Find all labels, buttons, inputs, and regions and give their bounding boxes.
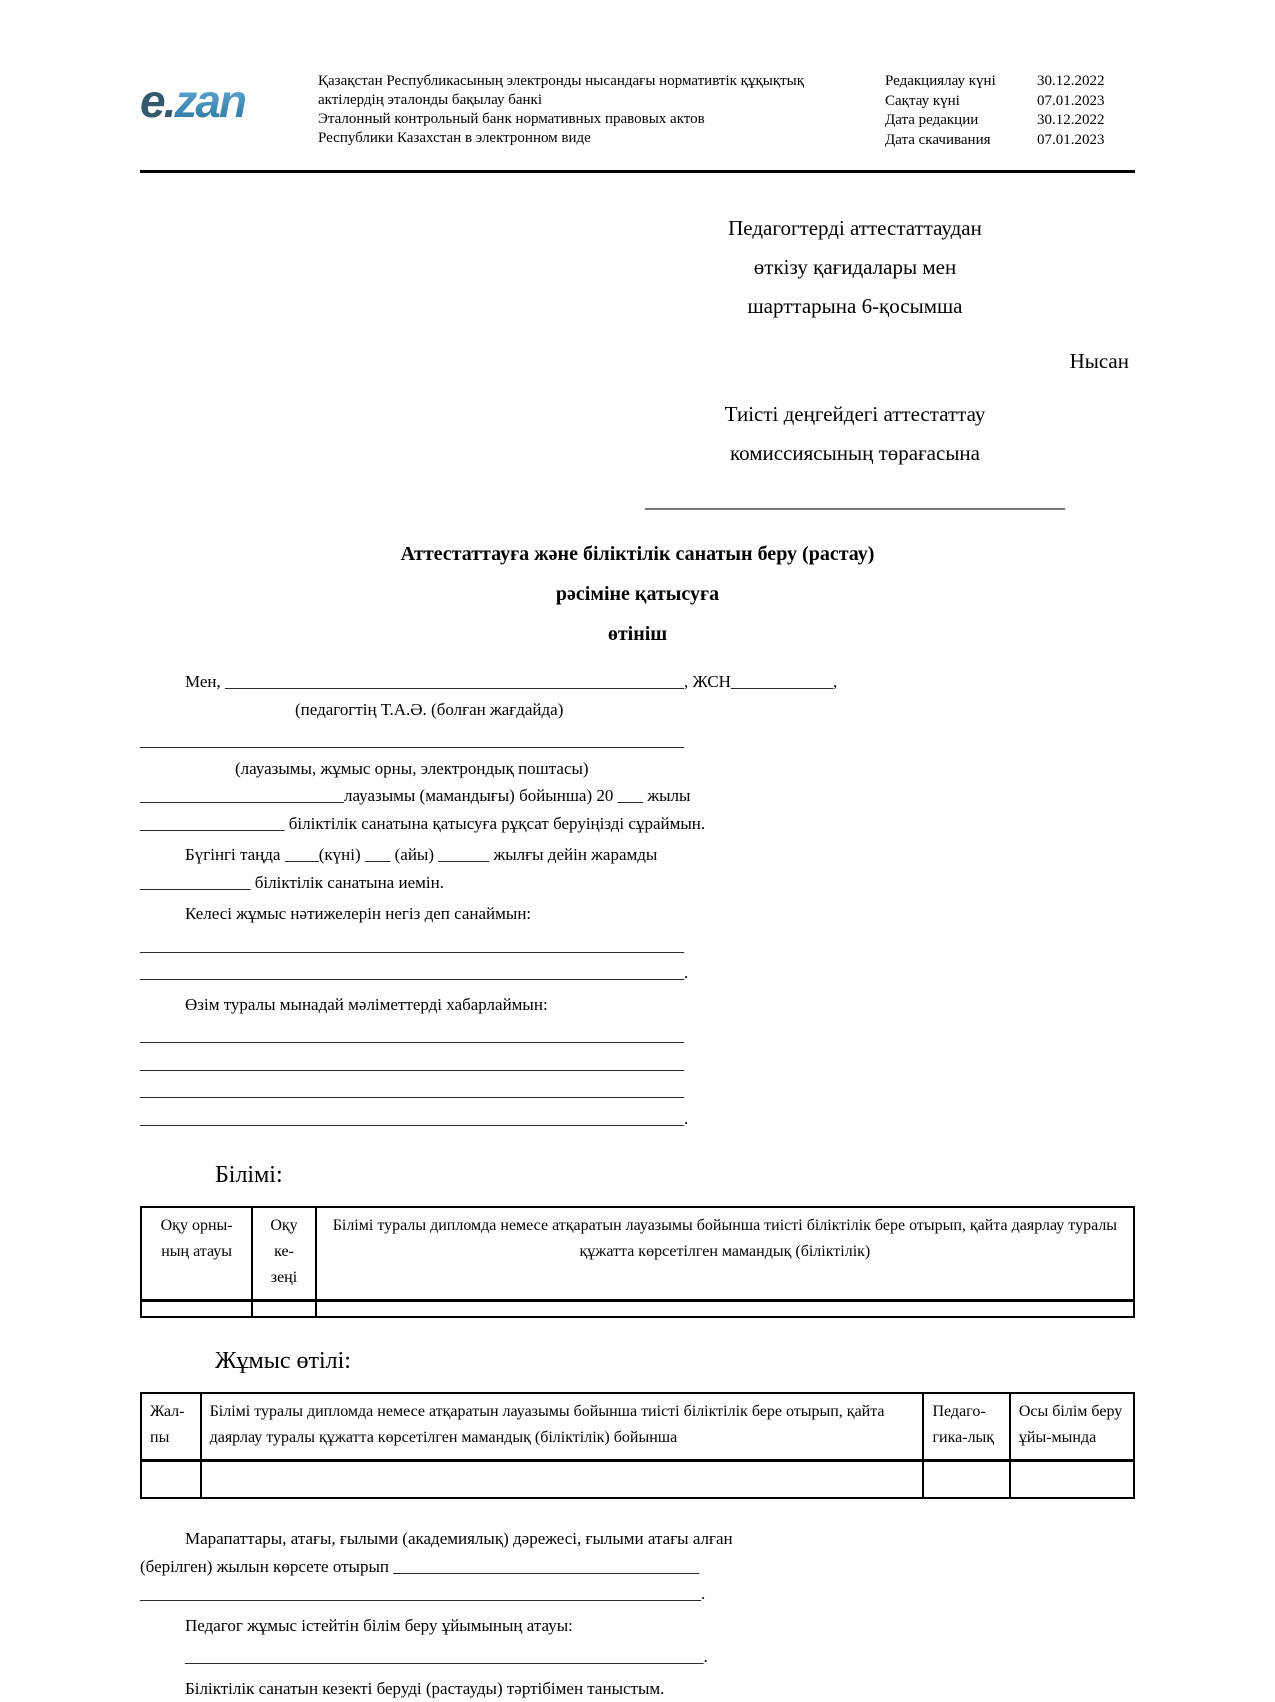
title-line: Аттестаттауға және біліктілік санатын беру (растау) (140, 534, 1135, 574)
education-col-speciality: Білімі туралы дипломда немесе атқаратын лауазымы бойынша тиісті біліктілік бере отырып, қайта даярлау туралы құжатта көрсетілген мамандық (біліктілік) (316, 1207, 1134, 1301)
form-label: Нысан (575, 342, 1135, 381)
form-blank-line: ________________________________________________________________ (140, 1050, 1135, 1078)
education-col-period: Оқу ке-зеңі (252, 1207, 316, 1301)
title-line: рәсіміне қатысуға (140, 574, 1135, 614)
title-line: өтініш (140, 614, 1135, 654)
experience-col-speciality: Білімі туралы дипломда немесе атқаратын лауазымы бойынша тиісті біліктілік бере отырып, қайта даярлау туралы құжатта көрсетілген мамандық (біліктілік) бойынша (201, 1393, 924, 1461)
document-title (140, 534, 1135, 654)
page-header (140, 68, 1135, 150)
logo-part-e: e. (140, 75, 174, 127)
addressee-blank-line: ________________________________________ (575, 481, 1135, 520)
education-empty-row (141, 1301, 1134, 1317)
experience-col-pedagogical: Педаго-гика-лық (923, 1393, 1009, 1461)
meta-value: 30.12.2022 (1037, 72, 1135, 92)
org-line: актілердің эталонды бақылау банкі (318, 91, 885, 110)
form-blank-line: __________________________________________________________________. (140, 1580, 1135, 1608)
meta-label: Дата редакции (885, 111, 1037, 131)
experience-header-row (141, 1393, 1134, 1461)
meta-value: 30.12.2022 (1037, 111, 1135, 131)
org-line: Республики Казахстан в электронном виде (318, 129, 885, 148)
addressee-line: комиссиясының төрағасына (575, 434, 1135, 473)
appendix-line: Педагогтерді аттестаттаудан (575, 209, 1135, 248)
experience-empty-row (141, 1460, 1134, 1498)
meta-label: Сақтау күні (885, 92, 1037, 112)
meta-row (885, 92, 1135, 112)
form-line-awards: Марапаттары, атағы, ғылыми (академиялық) дәрежесі, ғылыми атағы алған (140, 1525, 1135, 1553)
form-blank-line: ________________________________________________________________ (140, 1022, 1135, 1050)
form-line-current-category: _____________ біліктілік санатына иемін. (140, 869, 1135, 897)
org-description (318, 68, 885, 148)
appendix-block (575, 209, 1135, 520)
meta-label: Редакциялау күні (885, 72, 1037, 92)
education-empty-cell (141, 1301, 252, 1317)
form-line-category-request: _________________ біліктілік санатына қатысуға рұқсат беруіңізді сұраймын. (140, 810, 1135, 838)
form-line-organization-name: Педагог жұмыс істейтін білім беру ұйымының атауы: (140, 1612, 1135, 1640)
form-line-results-intro: Келесі жұмыс нәтижелерін негіз деп санаймын: (140, 900, 1135, 928)
form-blank-line: _____________________________________________________________. (140, 1643, 1135, 1671)
experience-col-organization: Осы білім беру ұйы-мында (1010, 1393, 1134, 1461)
form-line-awards-year: (берілген) жылын көрсете отырып ____________________________________ (140, 1553, 1135, 1581)
form-line-current-date: Бүгінгі таңда ____(күні) ___ (айы) ______ жылғы дейін жарамды (140, 841, 1135, 869)
experience-empty-cell (201, 1460, 924, 1498)
org-line: Эталонный контрольный банк нормативных правовых актов (318, 110, 885, 129)
form-blank-line: ________________________________________________________________ (140, 932, 1135, 960)
experience-col-total: Жал-пы (141, 1393, 201, 1461)
appendix-line: шарттарына 6-қосымша (575, 287, 1135, 326)
education-table (140, 1206, 1135, 1318)
form-line-info-intro: Өзім туралы мынадай мәліметтерді хабарлаймын: (140, 991, 1135, 1019)
application-body (140, 668, 1135, 1132)
form-line-acknowledgement: Біліктілік санатын кезекті беруді (растауды) тәртібімен таныстым. (140, 1675, 1135, 1702)
document-dates (885, 68, 1135, 150)
experience-empty-cell (141, 1460, 201, 1498)
form-blank-line: ________________________________________________________________. (140, 959, 1135, 987)
form-line-applicant: Мен, ______________________________________________________, ЖСН____________, (140, 668, 1135, 696)
form-caption-name: (педагогтің Т.А.Ә. (болған жағдайда) (140, 696, 1135, 724)
experience-table (140, 1392, 1135, 1500)
footer-block (140, 1525, 1135, 1702)
org-line: Қазақстан Республикасының электронды нысандағы нормативтік құқықтық (318, 72, 885, 91)
education-empty-cell (316, 1301, 1134, 1317)
education-heading: Білімі: (140, 1160, 1135, 1190)
form-blank-line: ________________________________________________________________ (140, 1077, 1135, 1105)
experience-empty-cell (923, 1460, 1009, 1498)
form-blank-line: ________________________________________________________________. (140, 1105, 1135, 1133)
appendix-line: өткізу қағидалары мен (575, 248, 1135, 287)
education-col-institution: Оқу орны-ның атауы (141, 1207, 252, 1301)
meta-row (885, 111, 1135, 131)
addressee-line: Тиісті деңгейдегі аттестаттау (575, 395, 1135, 434)
logo-part-zan: zan (174, 75, 245, 127)
form-line-position-year: ________________________лауазымы (мамандығы) бойынша) 20 ___ жылы (140, 782, 1135, 810)
header-divider (140, 170, 1135, 173)
meta-row (885, 131, 1135, 151)
form-caption-position: (лауазымы, жұмыс орны, электрондық поштасы) (140, 755, 1135, 783)
meta-label: Дата скачивания (885, 131, 1037, 151)
education-empty-cell (252, 1301, 316, 1317)
addressee-block (575, 395, 1135, 473)
meta-value: 07.01.2023 (1037, 92, 1135, 112)
meta-row (885, 72, 1135, 92)
experience-empty-cell (1010, 1460, 1134, 1498)
meta-value: 07.01.2023 (1037, 131, 1135, 151)
education-header-row (141, 1207, 1134, 1301)
form-blank-line: ________________________________________________________________ (140, 727, 1135, 755)
experience-heading: Жұмыс өтілі: (140, 1346, 1135, 1376)
ezan-logo (140, 68, 318, 124)
